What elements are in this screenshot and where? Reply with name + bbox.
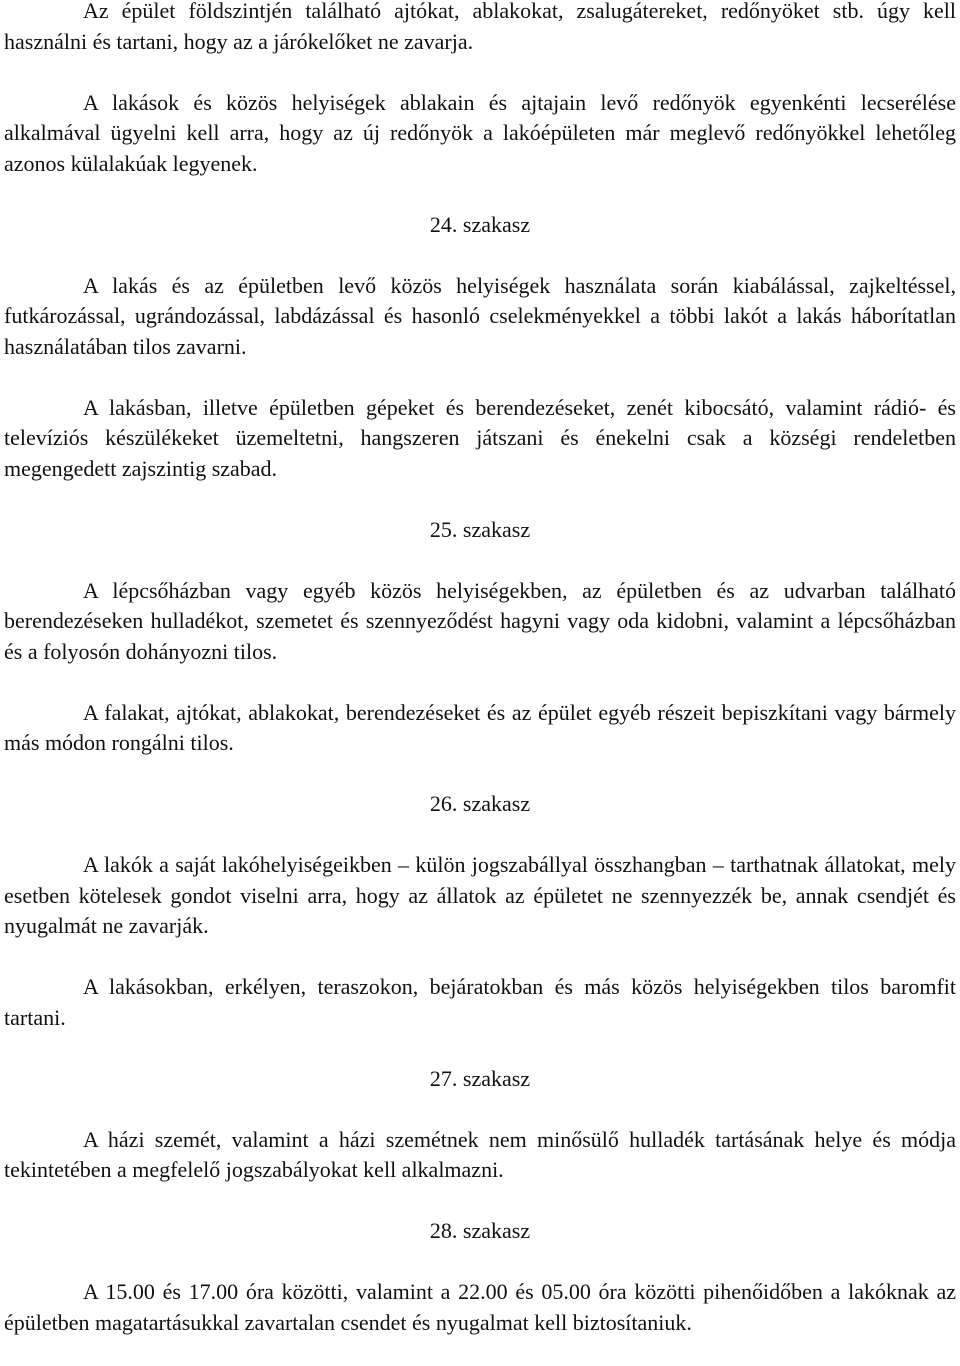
section-heading-24: 24. szakasz <box>429 211 531 237</box>
paragraph-25-walls: A falakat, ajtókat, ablakokat, berendezéseket és az épület egyéb részeit bepiszkítani vagy bármely más módon rongálni tilos. <box>4 699 956 755</box>
paragraph-25-waste: A lépcsőházban vagy egyéb közös helyiségekben, az épületben és az udvarban található berendezéseken hulladékot, szemetet és szennyeződést hagyni vagy oda kidobni, valamint a lépcsőházban és a folyosón dohányozni tilos. <box>4 577 956 664</box>
section-heading-27: 27. szakasz <box>429 1065 531 1091</box>
paragraph-ground-floor: Az épület földszintjén található ajtókat, ablakokat, zsalugátereket, redőnyöket stb. úgy kell használni és tartani, hogy az a járókelőket ne zavarja. <box>4 0 956 54</box>
paragraph-28-quiet-hours: A 15.00 és 17.00 óra közötti, valamint a 22.00 és 05.00 óra közötti pihenőidőben a lakóknak az épületben magatartásukkal zavartalan csendet és nyugalmat kell biztosítaniuk. <box>4 1279 956 1335</box>
paragraph-27-garbage: A házi szemét, valamint a házi szemétnek nem minősülő hulladék tartásának helye és módja tekintetében a megfelelő jogszabályokat kell alkalmazni. <box>4 1126 956 1182</box>
paragraph-24-noise: A lakás és az épületben levő közös helyiségek használata során kiabálással, zajkeltéssel, futkározással, ugrándozással, labdázással és hasonló cselekményekkel a többi lakót a lakás háborítatlan használatában tilos zavarni. <box>4 272 956 359</box>
paragraph-26-animals: A lakók a saját lakóhelyiségeikben – külön jogszabállyal összhangban – tarthatnak állatokat, mely esetben kötelesek gondot viselni arra, hogy az állatok az épületet ne szennyezzék be, annak csendjét és nyugalmát ne zavarják. <box>4 852 956 938</box>
paragraph-26-poultry: A lakásokban, erkélyen, teraszokon, bejáratokban és más közös helyiségekben tilos baromfit tartani. <box>4 974 956 1030</box>
paragraph-24-devices: A lakásban, illetve épületben gépeket és berendezéseket, zenét kibocsátó, valamint rádió- és televíziós készülékeket üzemeltetni, hangszeren játszani és énekelni csak a községi rendeletben megengedett zajszintig szabad. <box>4 394 956 481</box>
section-heading-26: 26. szakasz <box>429 791 531 816</box>
section-heading-25: 25. szakasz <box>429 516 531 542</box>
paragraph-shutters: A lakások és közös helyiségek ablakain és ajtajain levő redőnyök egyenkénti lecserélése alkalmával ügyelni kell arra, hogy az új redőnyök a lakóépületen már meglevő redőnyökkel lehetőleg azonos külalakúak legyenek. <box>4 89 956 176</box>
document-page <box>4 0 956 1338</box>
section-heading-28: 28. szakasz <box>429 1218 531 1243</box>
